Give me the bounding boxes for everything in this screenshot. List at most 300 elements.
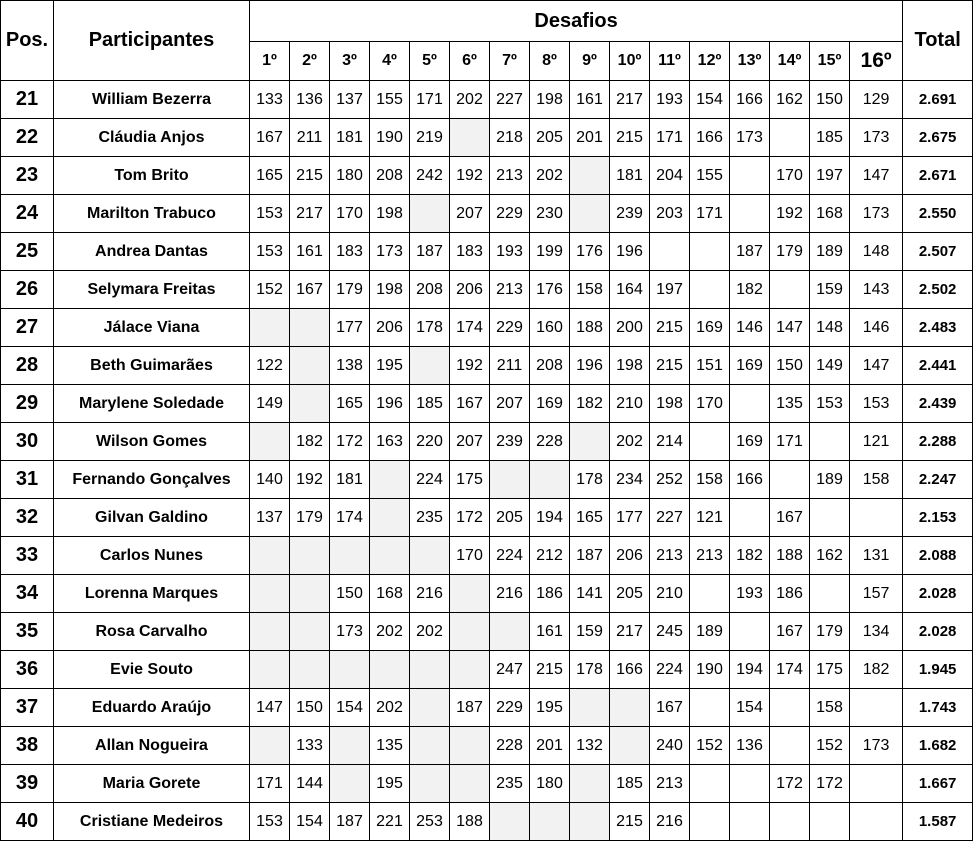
participant-name: Allan Nogueira	[54, 727, 250, 765]
score-cell: 206	[370, 309, 410, 347]
score-cell: 150	[810, 81, 850, 119]
score-cell: 194	[530, 499, 570, 537]
score-cell	[690, 689, 730, 727]
table-row	[1, 309, 973, 347]
table-row	[1, 81, 973, 119]
score-cell: 202	[610, 423, 650, 461]
score-cell	[450, 613, 490, 651]
position-cell: 27	[1, 309, 54, 347]
score-cell: 215	[290, 157, 330, 195]
score-cell	[490, 613, 530, 651]
score-cell	[730, 803, 770, 841]
score-cell: 157	[850, 575, 903, 613]
score-cell: 182	[730, 271, 770, 309]
score-cell: 196	[610, 233, 650, 271]
score-cell: 166	[610, 651, 650, 689]
total-cell: 2.153	[903, 499, 973, 537]
score-cell	[570, 803, 610, 841]
score-cell: 173	[850, 727, 903, 765]
score-cell: 215	[530, 651, 570, 689]
score-cell: 173	[330, 613, 370, 651]
score-cell: 206	[450, 271, 490, 309]
round-header: 11º	[650, 42, 690, 81]
round-header: 10º	[610, 42, 650, 81]
participant-name: Cláudia Anjos	[54, 119, 250, 157]
score-cell: 187	[410, 233, 450, 271]
score-cell: 189	[810, 233, 850, 271]
score-cell: 252	[650, 461, 690, 499]
score-cell: 169	[690, 309, 730, 347]
total-cell: 2.288	[903, 423, 973, 461]
score-cell: 201	[570, 119, 610, 157]
score-cell: 227	[650, 499, 690, 537]
score-cell: 153	[850, 385, 903, 423]
score-cell: 190	[690, 651, 730, 689]
score-cell: 161	[530, 613, 570, 651]
score-cell	[410, 537, 450, 575]
score-cell: 207	[450, 195, 490, 233]
score-cell	[850, 689, 903, 727]
score-cell: 194	[730, 651, 770, 689]
total-cell: 2.502	[903, 271, 973, 309]
total-cell: 2.088	[903, 537, 973, 575]
table-row	[1, 385, 973, 423]
score-cell: 181	[610, 157, 650, 195]
position-cell: 35	[1, 613, 54, 651]
score-cell	[250, 537, 290, 575]
score-cell	[450, 765, 490, 803]
score-cell: 192	[770, 195, 810, 233]
score-cell: 195	[530, 689, 570, 727]
table-row	[1, 689, 973, 727]
score-cell: 185	[410, 385, 450, 423]
score-cell: 167	[770, 613, 810, 651]
score-cell	[810, 575, 850, 613]
table-row	[1, 233, 973, 271]
table-header	[1, 1, 973, 81]
score-cell	[810, 803, 850, 841]
score-cell: 121	[850, 423, 903, 461]
score-cell: 167	[650, 689, 690, 727]
total-cell: 2.439	[903, 385, 973, 423]
score-cell	[770, 803, 810, 841]
score-cell: 167	[770, 499, 810, 537]
score-cell: 147	[250, 689, 290, 727]
participant-name: Selymara Freitas	[54, 271, 250, 309]
total-cell: 1.682	[903, 727, 973, 765]
score-cell: 200	[610, 309, 650, 347]
score-cell: 136	[290, 81, 330, 119]
total-cell: 2.028	[903, 613, 973, 651]
position-cell: 33	[1, 537, 54, 575]
score-cell: 182	[570, 385, 610, 423]
score-cell: 224	[410, 461, 450, 499]
total-cell: 2.675	[903, 119, 973, 157]
score-cell	[290, 651, 330, 689]
score-cell: 167	[250, 119, 290, 157]
participant-name: Maria Gorete	[54, 765, 250, 803]
score-cell: 202	[370, 613, 410, 651]
score-cell: 213	[650, 765, 690, 803]
score-cell	[730, 195, 770, 233]
table-row	[1, 347, 973, 385]
total-cell: 2.550	[903, 195, 973, 233]
score-cell: 228	[530, 423, 570, 461]
score-cell: 178	[570, 461, 610, 499]
score-cell: 216	[410, 575, 450, 613]
score-cell	[530, 803, 570, 841]
score-cell: 171	[690, 195, 730, 233]
score-cell: 190	[370, 119, 410, 157]
score-cell	[850, 499, 903, 537]
score-cell: 180	[530, 765, 570, 803]
score-cell	[770, 461, 810, 499]
score-cell: 173	[850, 119, 903, 157]
score-cell	[330, 765, 370, 803]
score-cell: 173	[850, 195, 903, 233]
score-cell: 215	[650, 309, 690, 347]
score-cell: 239	[610, 195, 650, 233]
score-cell: 211	[290, 119, 330, 157]
position-cell: 37	[1, 689, 54, 727]
score-cell: 202	[410, 613, 450, 651]
score-cell: 235	[410, 499, 450, 537]
score-cell: 213	[490, 157, 530, 195]
total-cell: 2.507	[903, 233, 973, 271]
table-row	[1, 119, 973, 157]
score-cell	[290, 385, 330, 423]
score-cell	[450, 651, 490, 689]
score-cell: 220	[410, 423, 450, 461]
score-cell: 171	[250, 765, 290, 803]
score-cell	[250, 727, 290, 765]
score-cell: 129	[850, 81, 903, 119]
score-cell: 158	[690, 461, 730, 499]
score-cell: 199	[530, 233, 570, 271]
table-row	[1, 803, 973, 841]
score-cell: 221	[370, 803, 410, 841]
score-cell: 186	[770, 575, 810, 613]
score-cell: 182	[290, 423, 330, 461]
score-cell: 160	[530, 309, 570, 347]
score-cell	[490, 461, 530, 499]
score-cell	[370, 499, 410, 537]
score-cell: 183	[450, 233, 490, 271]
table-row	[1, 461, 973, 499]
score-cell: 216	[650, 803, 690, 841]
score-cell: 132	[570, 727, 610, 765]
score-cell: 144	[290, 765, 330, 803]
score-cell	[570, 157, 610, 195]
score-cell: 178	[570, 651, 610, 689]
score-cell: 234	[610, 461, 650, 499]
score-cell: 218	[490, 119, 530, 157]
score-cell: 193	[650, 81, 690, 119]
score-cell: 207	[490, 385, 530, 423]
score-cell: 197	[650, 271, 690, 309]
score-cell: 208	[410, 271, 450, 309]
score-cell	[290, 309, 330, 347]
total-cell: 2.247	[903, 461, 973, 499]
round-header: 12º	[690, 42, 730, 81]
score-cell: 149	[250, 385, 290, 423]
score-cell	[450, 119, 490, 157]
score-cell: 135	[770, 385, 810, 423]
score-cell: 229	[490, 195, 530, 233]
score-cell: 174	[330, 499, 370, 537]
position-cell: 30	[1, 423, 54, 461]
total-header: Total	[903, 1, 973, 81]
score-cell	[450, 575, 490, 613]
total-cell: 2.483	[903, 309, 973, 347]
score-cell: 170	[450, 537, 490, 575]
table-row	[1, 157, 973, 195]
score-cell	[330, 651, 370, 689]
score-cell	[730, 157, 770, 195]
position-cell: 38	[1, 727, 54, 765]
score-cell	[370, 651, 410, 689]
round-header: 5º	[410, 42, 450, 81]
score-cell: 186	[530, 575, 570, 613]
score-cell: 240	[650, 727, 690, 765]
total-cell: 2.028	[903, 575, 973, 613]
score-cell: 242	[410, 157, 450, 195]
score-cell: 176	[570, 233, 610, 271]
score-cell: 198	[530, 81, 570, 119]
position-cell: 25	[1, 233, 54, 271]
score-cell: 179	[290, 499, 330, 537]
score-cell	[570, 423, 610, 461]
participant-name: Andrea Dantas	[54, 233, 250, 271]
score-cell: 150	[290, 689, 330, 727]
table-row	[1, 613, 973, 651]
position-cell: 23	[1, 157, 54, 195]
score-cell: 169	[730, 347, 770, 385]
score-cell: 181	[330, 119, 370, 157]
table-row	[1, 765, 973, 803]
participants-header: Participantes	[54, 1, 250, 81]
score-cell	[770, 689, 810, 727]
round-header: 1º	[250, 42, 290, 81]
round-header: 8º	[530, 42, 570, 81]
score-cell: 152	[250, 271, 290, 309]
position-cell: 29	[1, 385, 54, 423]
score-cell: 147	[770, 309, 810, 347]
score-cell: 131	[850, 537, 903, 575]
round-header: 16º	[850, 42, 903, 81]
score-cell: 166	[730, 461, 770, 499]
score-cell	[410, 651, 450, 689]
participant-name: Rosa Carvalho	[54, 613, 250, 651]
table-row	[1, 499, 973, 537]
score-cell	[810, 499, 850, 537]
score-cell	[770, 271, 810, 309]
participant-name: Fernando Gonçalves	[54, 461, 250, 499]
score-cell	[250, 651, 290, 689]
score-cell: 185	[810, 119, 850, 157]
participant-name: Gilvan Galdino	[54, 499, 250, 537]
score-cell	[690, 765, 730, 803]
score-cell: 219	[410, 119, 450, 157]
participant-name: William Bezerra	[54, 81, 250, 119]
score-cell: 177	[610, 499, 650, 537]
score-cell: 206	[610, 537, 650, 575]
score-cell: 172	[330, 423, 370, 461]
score-cell: 158	[570, 271, 610, 309]
score-cell: 215	[610, 803, 650, 841]
score-cell: 193	[490, 233, 530, 271]
score-cell: 172	[810, 765, 850, 803]
score-cell: 189	[690, 613, 730, 651]
score-cell	[770, 119, 810, 157]
score-cell: 213	[650, 537, 690, 575]
total-cell: 2.671	[903, 157, 973, 195]
score-cell	[410, 727, 450, 765]
score-cell: 229	[490, 689, 530, 727]
score-cell	[450, 727, 490, 765]
score-cell: 202	[530, 157, 570, 195]
score-cell: 214	[650, 423, 690, 461]
total-cell: 1.743	[903, 689, 973, 727]
score-cell: 202	[370, 689, 410, 727]
round-header: 7º	[490, 42, 530, 81]
score-cell: 207	[450, 423, 490, 461]
score-cell: 169	[730, 423, 770, 461]
score-cell: 161	[290, 233, 330, 271]
score-cell: 193	[730, 575, 770, 613]
table-body	[1, 81, 973, 841]
score-cell: 202	[450, 81, 490, 119]
score-cell: 179	[810, 613, 850, 651]
score-cell: 187	[730, 233, 770, 271]
position-cell: 40	[1, 803, 54, 841]
score-cell: 178	[410, 309, 450, 347]
participant-name: Beth Guimarães	[54, 347, 250, 385]
score-cell: 208	[370, 157, 410, 195]
score-cell: 147	[850, 347, 903, 385]
round-header: 9º	[570, 42, 610, 81]
score-cell: 205	[530, 119, 570, 157]
score-cell	[650, 233, 690, 271]
score-cell: 210	[610, 385, 650, 423]
score-cell: 203	[650, 195, 690, 233]
score-cell	[690, 271, 730, 309]
score-cell: 158	[850, 461, 903, 499]
score-cell: 239	[490, 423, 530, 461]
participant-name: Tom Brito	[54, 157, 250, 195]
score-cell: 161	[570, 81, 610, 119]
challenges-header: Desafios	[250, 1, 903, 42]
score-cell: 235	[490, 765, 530, 803]
score-cell: 213	[490, 271, 530, 309]
position-cell: 31	[1, 461, 54, 499]
score-cell: 171	[410, 81, 450, 119]
score-cell: 152	[810, 727, 850, 765]
score-cell: 192	[290, 461, 330, 499]
score-cell: 151	[690, 347, 730, 385]
score-cell: 212	[530, 537, 570, 575]
score-cell: 170	[690, 385, 730, 423]
score-cell: 165	[570, 499, 610, 537]
score-cell: 154	[290, 803, 330, 841]
score-cell: 215	[610, 119, 650, 157]
score-cell: 197	[810, 157, 850, 195]
score-cell: 192	[450, 347, 490, 385]
score-cell: 172	[450, 499, 490, 537]
score-cell: 188	[450, 803, 490, 841]
position-cell: 32	[1, 499, 54, 537]
score-cell: 192	[450, 157, 490, 195]
score-cell: 216	[490, 575, 530, 613]
score-cell	[570, 765, 610, 803]
score-cell: 153	[810, 385, 850, 423]
score-cell: 134	[850, 613, 903, 651]
score-cell: 171	[650, 119, 690, 157]
score-cell: 170	[330, 195, 370, 233]
score-cell	[690, 233, 730, 271]
score-cell: 195	[370, 765, 410, 803]
position-cell: 34	[1, 575, 54, 613]
score-cell: 188	[770, 537, 810, 575]
score-cell: 230	[530, 195, 570, 233]
score-cell: 175	[810, 651, 850, 689]
score-cell: 224	[650, 651, 690, 689]
score-cell: 198	[610, 347, 650, 385]
participant-name: Evie Souto	[54, 651, 250, 689]
score-cell	[570, 689, 610, 727]
score-cell: 166	[690, 119, 730, 157]
score-cell: 201	[530, 727, 570, 765]
total-cell: 2.441	[903, 347, 973, 385]
participant-name: Lorenna Marques	[54, 575, 250, 613]
score-cell: 162	[810, 537, 850, 575]
total-cell: 2.691	[903, 81, 973, 119]
score-cell	[730, 765, 770, 803]
score-cell: 137	[330, 81, 370, 119]
participant-name: Jálace Viana	[54, 309, 250, 347]
score-cell	[850, 803, 903, 841]
score-cell: 146	[730, 309, 770, 347]
total-cell: 1.667	[903, 765, 973, 803]
score-cell: 162	[770, 81, 810, 119]
score-cell	[330, 537, 370, 575]
score-cell: 228	[490, 727, 530, 765]
score-cell: 153	[250, 233, 290, 271]
score-cell: 150	[770, 347, 810, 385]
score-cell: 168	[370, 575, 410, 613]
score-cell: 154	[690, 81, 730, 119]
score-cell: 173	[370, 233, 410, 271]
participant-name: Marylene Soledade	[54, 385, 250, 423]
score-cell	[610, 727, 650, 765]
score-cell: 170	[770, 157, 810, 195]
score-cell: 168	[810, 195, 850, 233]
participant-name: Marilton Trabuco	[54, 195, 250, 233]
participant-name: Eduardo Araújo	[54, 689, 250, 727]
score-cell: 122	[250, 347, 290, 385]
score-cell: 140	[250, 461, 290, 499]
total-cell: 1.945	[903, 651, 973, 689]
position-cell: 28	[1, 347, 54, 385]
score-cell: 143	[850, 271, 903, 309]
round-header: 14º	[770, 42, 810, 81]
score-cell: 148	[850, 233, 903, 271]
score-cell: 155	[370, 81, 410, 119]
score-cell	[370, 461, 410, 499]
score-cell: 187	[450, 689, 490, 727]
score-cell	[690, 803, 730, 841]
score-cell: 135	[370, 727, 410, 765]
